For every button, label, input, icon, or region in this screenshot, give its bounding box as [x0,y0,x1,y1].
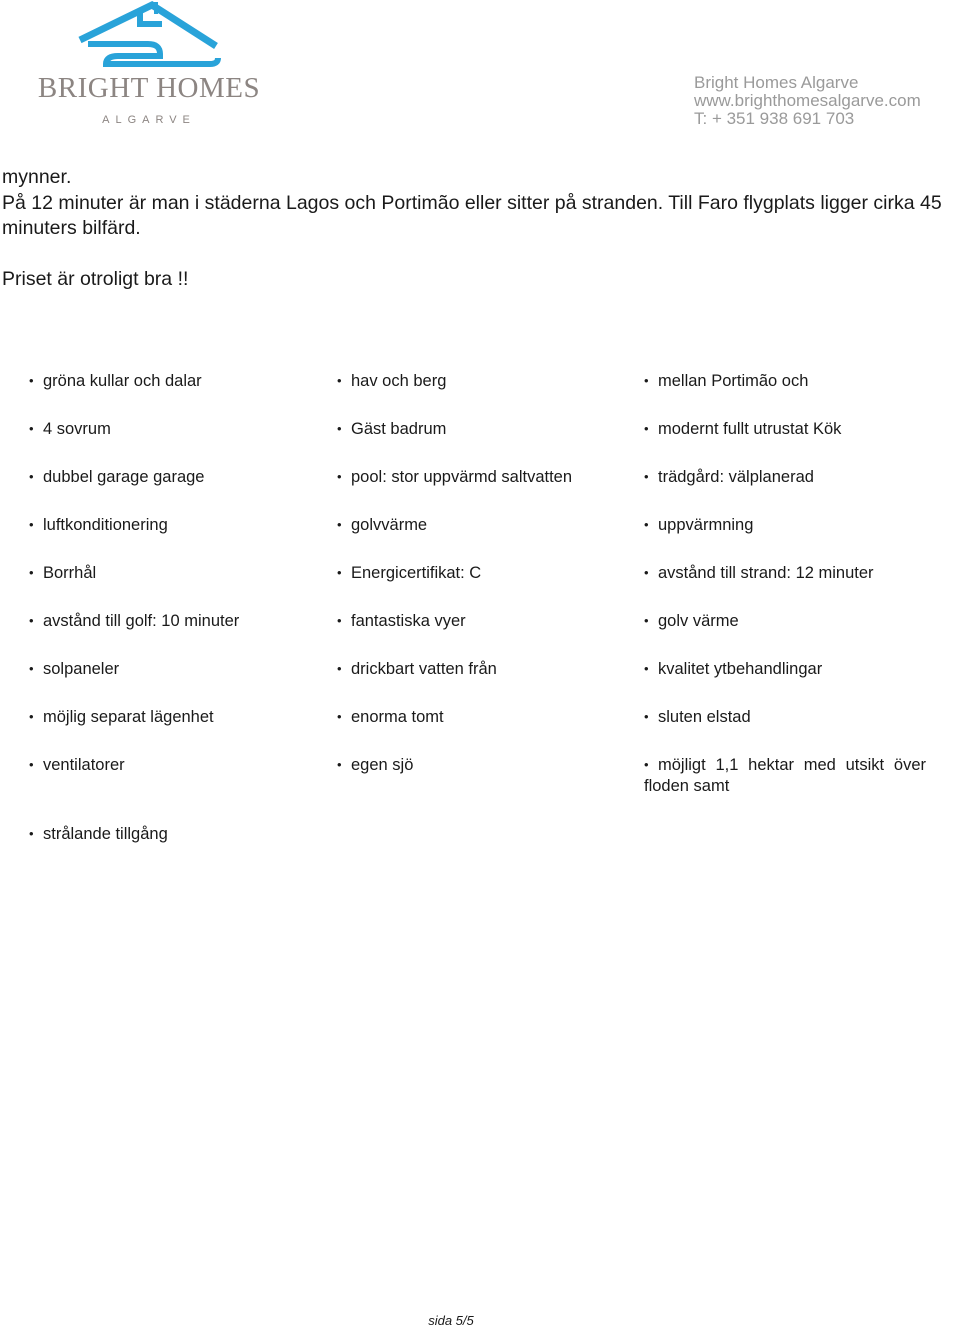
bullet-icon: • [337,373,342,388]
website: www.brighthomesalgarve.com [694,91,921,110]
bullet-icon: • [29,517,34,532]
logo-sub-text: ALGARVE [102,114,196,126]
feature-item: • sluten elstad [644,708,751,726]
feature-item: • fantastiska vyer [337,612,466,630]
feature-item: • egen sjö [337,756,414,774]
bullet-icon: • [337,661,342,676]
feature-item: • avstånd till strand: 12 minuter [644,564,874,582]
feature-item: • solpaneler [29,660,120,678]
bullet-icon: • [29,757,34,772]
feature-item: • 4 sovrum [29,420,111,438]
house-roof-icon [28,0,268,80]
feature-item: • golvvärme [337,516,428,534]
bullet-icon: • [337,709,342,724]
feature-item: • avstånd till golf: 10 minuter [29,612,240,630]
bullet-icon: • [29,373,34,388]
bullet-icon: • [337,517,342,532]
intro-line-3: Priset är otroligt bra !! [2,267,189,290]
bullet-icon: • [29,421,34,436]
contact-block [694,74,921,128]
feature-item: • gröna kullar och dalar [29,372,202,390]
feature-item: • golv värme [644,612,739,630]
feature-item: • Gäst badrum [337,420,447,438]
intro-line-1: mynner. [2,166,72,188]
feature-item: • kvalitet ytbehandlingar [644,660,823,678]
feature-item: • möjlig separat lägenhet [29,708,214,726]
bullet-icon: • [337,613,342,628]
feature-item: • Energicertifikat: C [337,564,482,582]
bullet-icon: • [337,421,342,436]
intro-line-2: På 12 minuter är man i städerna Lagos och Portimão eller sitter på stranden. Till Faro flygplats ligger cirka 45 minuters bilfärd. [2,191,942,239]
feature-item: • mellan Portimão och [644,372,809,390]
feature-item: • ventilatorer [29,756,125,774]
bullet-icon: • [29,709,34,724]
bullet-icon: • [644,613,649,628]
bullet-icon: • [29,826,34,841]
bullet-icon: • [644,709,649,724]
bullet-icon: • [29,565,34,580]
bullet-icon: • [337,469,342,484]
feature-item: • strålande tillgång [29,825,168,843]
bullet-icon: • [644,469,649,484]
bullet-icon: • [29,661,34,676]
feature-item: • luftkonditionering [29,516,168,534]
bullet-icon: • [644,565,649,580]
feature-item: • möjligt 1,1 hektar med utsikt över floden samt [644,756,926,795]
bullet-icon: • [644,757,649,772]
feature-item: • uppvärmning [644,516,754,534]
feature-item: • enorma tomt [337,708,444,726]
company-name: Bright Homes Algarve [694,73,859,92]
bullet-icon: • [29,469,34,484]
intro-text [2,165,960,292]
logo-brand-text: BRIGHT HOMES [37,72,261,104]
page-number: sida 5/5 [428,1313,474,1328]
feature-item: • trädgård: välplanerad [644,468,814,486]
feature-item: • drickbart vatten från [337,660,497,678]
feature-item: • pool: stor uppvärmd saltvatten [337,468,573,486]
feature-item: • hav och berg [337,372,447,390]
bullet-icon: • [644,421,649,436]
phone: T: + 351 938 691 703 [694,109,855,128]
feature-item: • modernt fullt utrustat Kök [644,420,842,438]
bullet-icon: • [644,661,649,676]
bullet-icon: • [337,565,342,580]
bullet-icon: • [644,517,649,532]
feature-item: • Borrhål [29,564,97,582]
bullet-icon: • [644,373,649,388]
bright-homes-logo [28,0,268,132]
bullet-icon: • [337,757,342,772]
feature-item: • dubbel garage garage [29,468,205,486]
bullet-icon: • [29,613,34,628]
